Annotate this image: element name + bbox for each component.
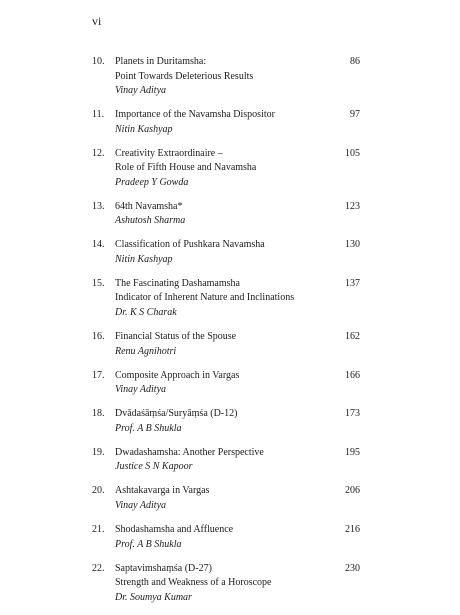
toc-entry <box>92 407 360 436</box>
toc-entry <box>92 523 360 552</box>
entry-page-number: 166 <box>345 369 360 381</box>
entry-title-line: Classification of Pushkara Navamsha <box>115 239 265 251</box>
entry-title-line: Planets in Duritamsha: <box>115 56 207 67</box>
entry-title-line: Saptavimshaṃśa (D-27) <box>115 562 212 574</box>
entry-author: Prof. A B Shukla <box>115 422 182 434</box>
entry-page-number: 195 <box>345 446 360 458</box>
entry-number: 12. <box>92 147 105 159</box>
entry-title-line: Role of Fifth House and Navamsha <box>115 162 257 174</box>
toc-entry <box>92 238 360 267</box>
entry-author: Prof. A B Shukla <box>115 538 182 550</box>
entry-title-line: Strength and Weakness of a Horoscope <box>115 577 272 589</box>
entry-title-line: Financial Status of the Spouse <box>115 331 237 343</box>
entry-author: Justice S N Kapoor <box>115 461 193 473</box>
toc-entry <box>92 484 360 513</box>
entry-page-number: 105 <box>345 147 360 159</box>
entry-page-number: 123 <box>345 200 360 212</box>
entry-number: 18. <box>92 408 105 420</box>
entry-body <box>115 55 360 99</box>
entry-number: 16. <box>92 331 105 343</box>
toc-entry <box>92 147 360 191</box>
toc-entry <box>92 562 360 606</box>
entry-body <box>115 108 360 137</box>
entry-title-line: The Fascinating Dashamamsha <box>115 277 240 289</box>
entry-title-line: 64th Navamsha* <box>115 200 183 212</box>
entry-page-number: 206 <box>345 485 360 497</box>
entry-title-line: Importance of the Navamsha Dispositor <box>115 109 275 121</box>
entry-author: Vinay Aditya <box>115 499 167 511</box>
entry-page-number: 130 <box>345 239 360 251</box>
entry-body <box>115 277 360 321</box>
entry-author: Dr. K S Charak <box>115 306 177 318</box>
toc-entry <box>92 330 360 359</box>
entry-author: Dr. Soumya Kumar <box>115 591 192 603</box>
entry-page-number: 216 <box>345 524 360 536</box>
entry-body <box>115 330 360 359</box>
entry-title-line: Dvādaśāṃśa/Suryāṃśa (D-12) <box>115 408 238 420</box>
entry-number: 15. <box>92 277 105 289</box>
entry-title-line: Composite Approach in Vargas <box>115 369 240 381</box>
entry-number: 22. <box>92 562 105 574</box>
entry-body <box>115 407 360 436</box>
entry-number: 14. <box>92 239 105 251</box>
entry-author: Vinay Aditya <box>115 85 167 96</box>
entry-page-number: 230 <box>345 562 360 574</box>
toc-entry <box>92 277 360 321</box>
entry-author: Nitin Kashyap <box>115 123 173 135</box>
entry-body <box>115 562 360 606</box>
entry-number: 20. <box>92 485 105 497</box>
entry-body <box>115 446 360 475</box>
entry-body <box>115 238 360 267</box>
entry-body <box>115 147 360 191</box>
entry-body <box>115 484 360 513</box>
entry-author: Vinay Aditya <box>115 384 167 396</box>
toc-entry <box>92 200 360 229</box>
entry-page-number: 97 <box>350 109 360 121</box>
table-of-contents <box>92 55 360 615</box>
entry-body <box>115 523 360 552</box>
entry-title-line: Ashtakavarga in Vargas <box>115 485 210 497</box>
entry-page-number: 86 <box>350 56 360 67</box>
toc-entry <box>92 369 360 398</box>
entry-number: 10. <box>92 56 105 67</box>
entry-title-line: Indicator of Inherent Nature and Inclinations <box>115 292 295 304</box>
entry-number: 19. <box>92 446 105 458</box>
entry-number: 17. <box>92 369 105 381</box>
entry-author: Nitin Kashyap <box>115 253 173 265</box>
entry-page-number: 173 <box>345 408 360 420</box>
entry-title-line: Dwadashamsha: Another Perspective <box>115 446 264 458</box>
entry-body <box>115 369 360 398</box>
entry-title-line: Creativity Extraordinaire – <box>115 147 223 159</box>
entry-author: Renu Agnihotri <box>115 345 177 357</box>
toc-entry <box>92 446 360 475</box>
entry-author: Ashutosh Sharma <box>115 215 186 227</box>
entry-author: Pradeep Y Gowda <box>115 176 189 188</box>
entry-page-number: 162 <box>345 331 360 343</box>
entry-title-line: Shodashamsha and Affluence <box>115 524 234 536</box>
page-number: vi <box>92 14 102 28</box>
entry-body <box>115 200 360 229</box>
toc-entry <box>92 55 360 99</box>
entry-number: 21. <box>92 524 105 536</box>
entry-number: 13. <box>92 200 105 212</box>
entry-title-line: Point Towards Deleterious Results <box>115 70 254 82</box>
entry-number: 11. <box>92 109 105 121</box>
toc-entry <box>92 108 360 137</box>
entry-page-number: 137 <box>345 277 360 289</box>
